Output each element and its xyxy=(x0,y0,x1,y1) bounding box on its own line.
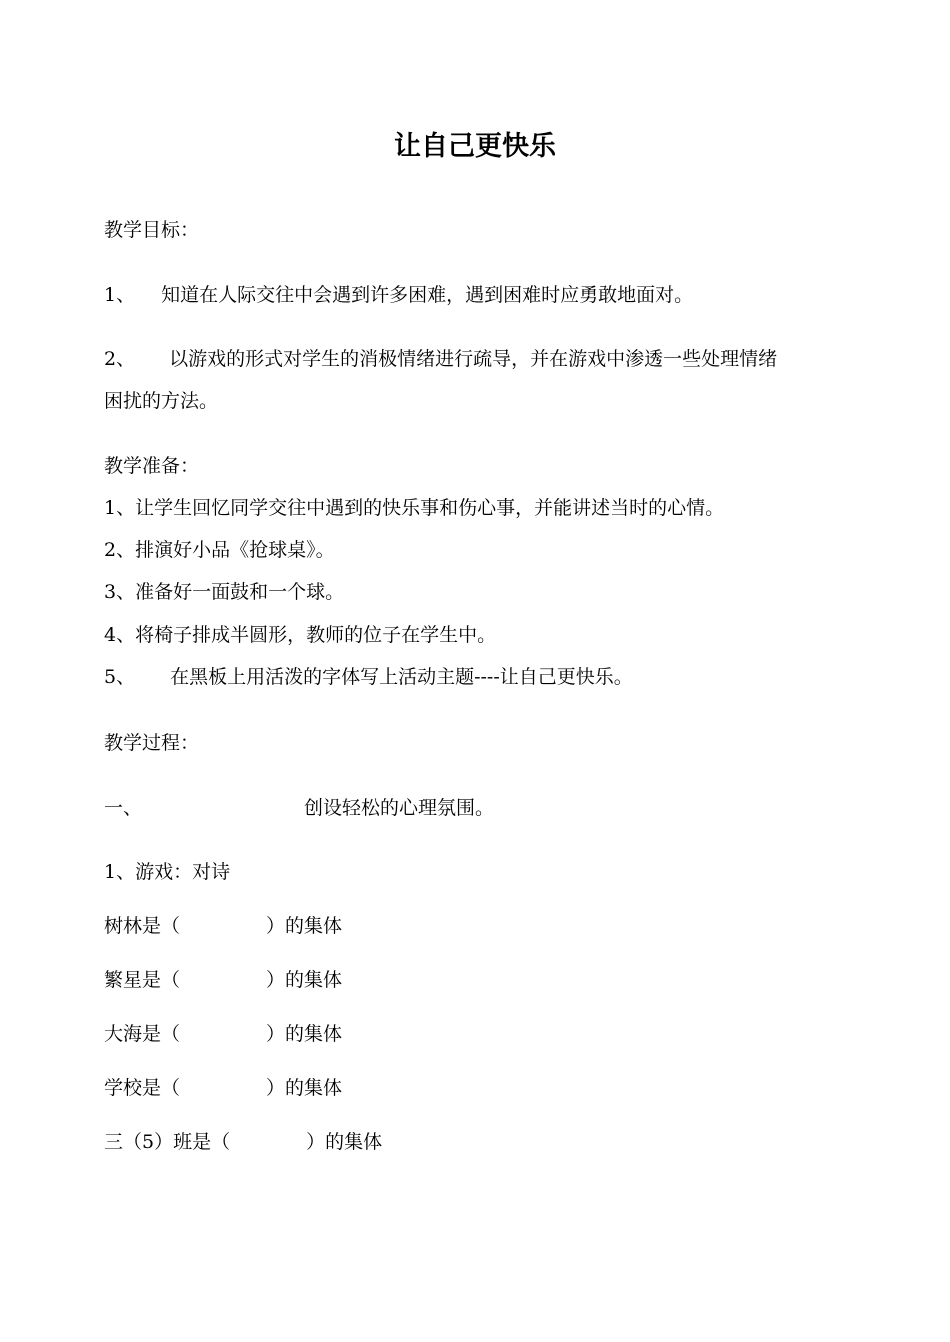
preparation-heading: 教学准备： xyxy=(104,455,200,477)
preparation-item-2: 2、排演好小品《抢球桌》。 xyxy=(104,539,335,561)
section-1-heading xyxy=(104,795,494,821)
objective-item-2-text: 以游戏的形式对学生的消极情绪进行疏导，并在游戏中渗透一些处理情绪 xyxy=(169,348,778,370)
poem-line: 学校是（ ）的集体 xyxy=(104,1077,343,1099)
preparation-item-4: 4、将椅子排成半圆形，教师的位子在学生中。 xyxy=(104,624,497,646)
preparation-item-5-num: 5、 xyxy=(104,666,136,688)
preparation-item-5-text: 在黑板上用活泼的字体写上活动主题----让自己更快乐。 xyxy=(170,666,633,688)
preparation-item-1: 1、让学生回忆同学交往中遇到的快乐事和伤心事，并能讲述当时的心情。 xyxy=(104,497,725,519)
poem-line: 树林是（ ）的集体 xyxy=(104,915,343,937)
objective-item-1 xyxy=(104,282,693,308)
objective-item-2-continuation: 困扰的方法。 xyxy=(104,390,219,412)
objective-item-2-num: 2、 xyxy=(104,348,136,370)
poem-line: 大海是（ ）的集体 xyxy=(104,1023,343,1045)
page-title: 让自己更快乐 xyxy=(394,131,556,162)
poem-line: 繁星是（ ）的集体 xyxy=(104,969,343,991)
objective-item-1-num: 1、 xyxy=(104,284,136,306)
objective-item-2 xyxy=(104,346,777,372)
section-1-text: 创设轻松的心理氛围。 xyxy=(304,797,495,819)
game-title: 1、游戏：对诗 xyxy=(104,861,231,883)
poem-line: 三（5）班是（ ）的集体 xyxy=(104,1131,383,1153)
preparation-item-3: 3、准备好一面鼓和一个球。 xyxy=(104,581,345,603)
section-1-num: 一、 xyxy=(104,797,143,819)
objectives-heading: 教学目标： xyxy=(104,219,200,241)
preparation-item-5 xyxy=(104,664,633,690)
process-heading: 教学过程： xyxy=(104,732,200,754)
objective-item-1-text: 知道在人际交往中会遇到许多困难，遇到困难时应勇敢地面对。 xyxy=(161,284,694,306)
